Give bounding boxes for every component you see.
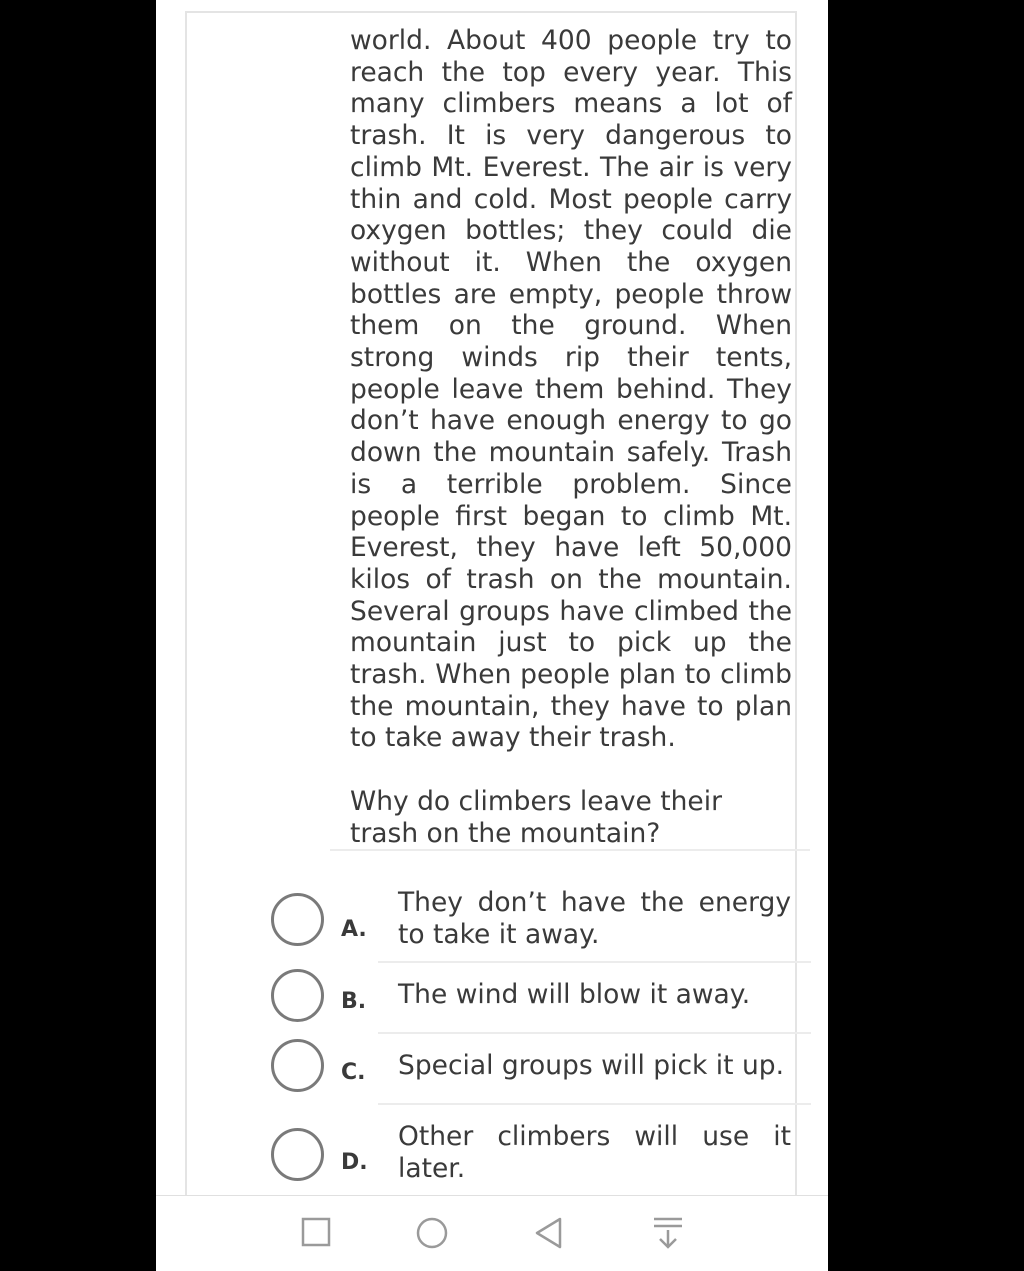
option-b-letter: B. xyxy=(341,989,367,1014)
question-text: Why do climbers leave their trash on the mountain? xyxy=(350,786,722,849)
reading-passage: world. About 400 people try to reach the top every year. This many climbers means a lot of trash. It is very dangerous to climb Mt. Everest. The air is very thin and cold. Most people carry oxygen bottles; they could die without it. When the oxygen bottles are empty, people throw them on the ground. When strong winds rip their tents, people leave them behind. They don’t have enough energy to go down the mountain safely. Trash is a terrible problem. Since people first began to climb Mt. Everest, they have left 50,000 kilos of trash on the mountain. Several groups have climbed the mountain just to pick up the trash. When people plan to climb the mountain, they have to plan to take away their trash. xyxy=(350,25,792,754)
app-screen xyxy=(156,0,828,1271)
option-d[interactable] xyxy=(271,1107,811,1201)
recent-apps-icon[interactable] xyxy=(300,1216,332,1252)
option-a-letter: A. xyxy=(341,917,367,942)
radio-button-c[interactable] xyxy=(271,1039,324,1092)
option-a[interactable] xyxy=(271,879,811,965)
option-c[interactable] xyxy=(271,1036,811,1108)
radio-button-a[interactable] xyxy=(271,893,324,946)
option-a-text: They don’t have the energy to take it away. xyxy=(398,887,791,950)
option-b-text: The wind will blow it away. xyxy=(398,979,751,1010)
radio-button-d[interactable] xyxy=(271,1128,324,1181)
option-c-divider xyxy=(378,1103,811,1105)
option-a-divider xyxy=(378,961,811,963)
radio-button-b[interactable] xyxy=(271,969,324,1022)
question-card xyxy=(185,11,797,1211)
notification-drawer-icon[interactable] xyxy=(652,1216,684,1254)
back-icon[interactable] xyxy=(532,1216,564,1254)
option-c-letter: C. xyxy=(341,1060,366,1085)
option-d-text: Other climbers will use it later. xyxy=(398,1121,791,1184)
question-divider xyxy=(330,849,810,851)
option-c-text: Special groups will pick it up. xyxy=(398,1050,785,1081)
option-d-letter: D. xyxy=(341,1150,368,1175)
option-b[interactable] xyxy=(271,965,811,1037)
option-b-divider xyxy=(378,1032,811,1034)
home-icon[interactable] xyxy=(415,1216,449,1254)
system-navigation-bar xyxy=(156,1195,828,1271)
